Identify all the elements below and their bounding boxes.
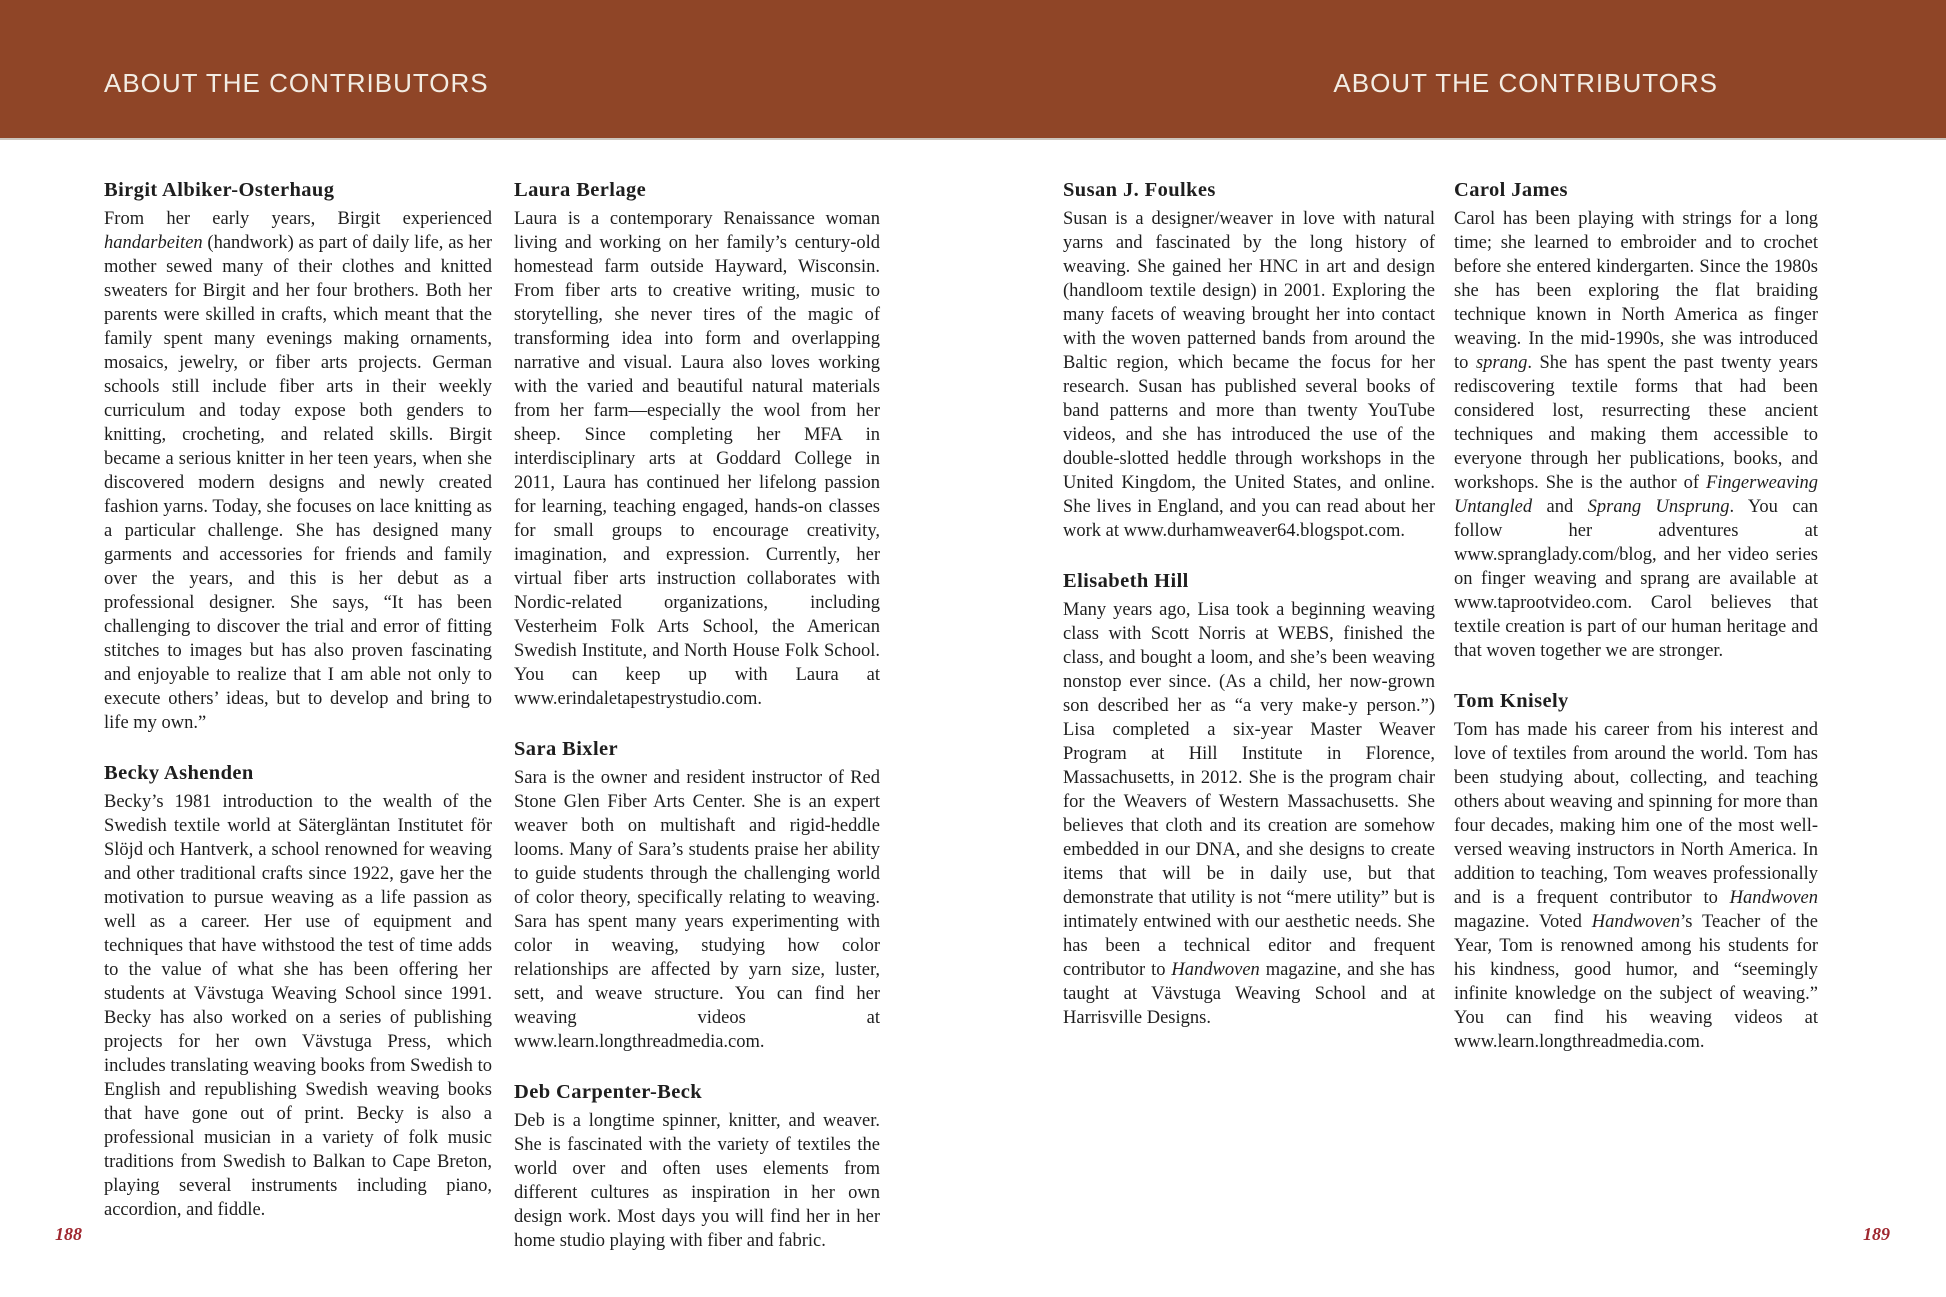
contributor-bio: From her early years, Birgit experienced handarbeiten (handwork) as part of daily life, as her mother sewed many of their clothes and knitted sweaters for Birgit and her four brothers. Both her parents were skilled in crafts, which meant that the family spent many evenings making ornaments, mosaics, jewelry, or fiber arts projects. German schools still include fiber arts in their weekly curriculum and today expose both genders to knitting, crocheting, and related skills. Birgit became a serious knitter in her teen years, when she discovered modern designs and newly created fashion yarns. Today, she focuses on lace knitting as a particular challenge. She has designed many garments and accessories for friends and family over the years, and this is her debut as a professional designer. She says, “It has been challenging to discover the trial and error of fitting stitches to images but has also proven fascinating and enjoyable to realize that I am able not only to execute others’ ideas, but to develop and bring to life my own.”: [104, 209, 492, 733]
contributor-name: Birgit Albiker-Osterhaug: [104, 179, 335, 201]
contributor-entry: [104, 178, 492, 735]
contributor-bio: Tom has made his career from his interest and love of textiles from around the world. Tom has been studying about, collecting, and teaching others about weaving and spinning for more than four decades, making him one of the most well-versed weaving instructors in North America. In addition to teaching, Tom weaves professionally and is a frequent contributor to Handwoven magazine. Voted Handwoven’s Teacher of the Year, Tom is renowned among his students for his kindness, good humor, and “seemingly infinite knowledge on the subject of weaving.” You can find his weaving videos at www.learn.longthreadmedia.com.: [1454, 720, 1818, 1052]
contributor-entry: [514, 178, 880, 711]
column-right-page-2: [1454, 178, 1818, 1054]
contributor-entry: [1454, 689, 1818, 1054]
contributor-entry: [1063, 178, 1435, 543]
contributor-bio: Carol has been playing with strings for a long time; she learned to embroider and to crochet before she entered kindergarten. Since the 1980s she has been exploring the flat braiding technique known in North America as finger weaving. In the mid-1990s, she was introduced to sprang. She has spent the past twenty years rediscovering textile forms that had been considered lost, resurrecting these ancient techniques and making them accessible to everyone through her publications, books, and workshops. She is the author of Fingerweaving Untangled and Sprang Unsprung. You can follow her adventures at www.spranglady.com/blog, and her video series on finger weaving and sprang are available at www.taprootvideo.com. Carol believes that textile creation is part of our human heritage and that woven together we are stronger.: [1454, 209, 1819, 661]
page-header-band: [0, 0, 1946, 140]
contributor-entry: [514, 1080, 880, 1253]
column-right-page-1: [1063, 178, 1435, 1030]
page-number-right: 189: [1863, 1224, 1890, 1244]
contributor-entry: [104, 761, 492, 1222]
column-left-page-2: [514, 178, 880, 1253]
contributor-bio: Many years ago, Lisa took a beginning weaving class with Scott Norris at WEBS, finished the class, and bought a loom, and she’s been weaving nonstop ever since. (As a child, her now-grown son described her as “a very make-y person.”) Lisa completed a six-year Master Weaver Program at Hill Institute in Florence, Massachusetts, in 2012. She is the program chair for the Weavers of Western Massachusetts. She believes that cloth and its creation are somehow embedded in our DNA, and she designs to create items that will be in daily use, but that demonstrate that utility is not “mere utility” but is intimately entwined with our aesthetic needs. She has been a technical editor and frequent contributor to Handwoven magazine, and she has taught at Vävstuga Weaving School and at Harrisville Designs.: [1063, 600, 1435, 1028]
contributor-bio: Sara is the owner and resident instructor of Red Stone Glen Fiber Arts Center. She is an expert weaver both on multishaft and rigid-heddle looms. Many of Sara’s students praise her ability to guide students through the challenging world of color theory, specifically relating to weaving. Sara has spent many years experimenting with color in weaving, studying how color relationships are affected by yarn size, luster, sett, and weave structure. You can find her weaving videos at www.learn.longthreadmedia.com.: [514, 768, 880, 1052]
left-page-title: ABOUT THE CONTRIBUTORS: [104, 67, 489, 98]
contributor-name: Sara Bixler: [514, 738, 619, 760]
contributor-name: Tom Knisely: [1454, 690, 1569, 712]
contributor-name: Laura Berlage: [514, 179, 647, 201]
contributor-name: Becky Ashenden: [104, 762, 254, 784]
right-page-title: ABOUT THE CONTRIBUTORS: [1333, 67, 1718, 98]
contributor-bio: Laura is a contemporary Renaissance woman living and working on her family’s century-old homestead farm outside Hayward, Wisconsin. From fiber arts to creative writing, music to storytelling, she never tires of the magic of transforming idea into form and overlapping narrative and visual. Laura also loves working with the varied and beautiful natural materials from her farm—especially the wool from her sheep. Since completing her MFA in interdisciplinary arts at Goddard College in 2011, Laura has continued her lifelong passion for learning, teaching engaged, hands-on classes for small groups to encourage creativity, imagination, and expression. Currently, her virtual fiber arts instruction collaborates with Nordic-related organizations, including Vesterheim Folk Arts School, the American Swedish Institute, and North House Folk School. You can keep up with Laura at www.erindaletapestrystudio.com.: [514, 209, 880, 709]
contributor-entry: [1454, 178, 1818, 663]
contributor-bio: Deb is a longtime spinner, knitter, and weaver. She is fascinated with the variety of textiles the world over and often uses elements from different cultures as inspiration in her own design work. Most days you will find her in her home studio playing with fiber and fabric.: [514, 1111, 880, 1251]
contributor-entry: [514, 737, 880, 1054]
contributor-entry: [1063, 569, 1435, 1030]
column-left-page-1: [104, 178, 492, 1222]
contributor-bio: Becky’s 1981 introduction to the wealth of the Swedish textile world at Sätergläntan Institutet för Slöjd och Hantverk, a school renowned for weaving and other traditional crafts since 1922, gave her the motivation to pursue weaving as a life passion as well as a career. Her use of equipment and techniques that have withstood the test of time adds to the value of what she has been offering her students at Vävstuga Weaving School since 1991. Becky has also worked on a series of publishing projects for her own Vävstuga Press, which includes translating weaving books from Swedish to English and republishing Swedish weaving books that have gone out of print. Becky is also a professional musician in a variety of folk music traditions from Swedish to Balkan to Cape Breton, playing several instruments including piano, accordion, and fiddle.: [104, 792, 492, 1220]
contributor-name: Elisabeth Hill: [1063, 570, 1189, 592]
contributor-name: Carol James: [1454, 179, 1568, 201]
contributor-bio: Susan is a designer/weaver in love with natural yarns and fascinated by the long history of weaving. She gained her HNC in art and design (handloom textile design) in 2001. Exploring the many facets of weaving brought her into contact with the woven patterned bands from around the Baltic region, which became the focus for her research. Susan has published several books of band patterns and more than twenty YouTube videos, and she has introduced the use of the double-slotted heddle through workshops in the United Kingdom, the United States, and online. She lives in England, and you can read about her work at www.durhamweaver64.blogspot.com.: [1063, 209, 1435, 541]
contributor-name: Susan J. Foulkes: [1063, 179, 1216, 201]
contributor-name: Deb Carpenter-Beck: [514, 1081, 703, 1103]
page-number-left: 188: [55, 1224, 82, 1244]
